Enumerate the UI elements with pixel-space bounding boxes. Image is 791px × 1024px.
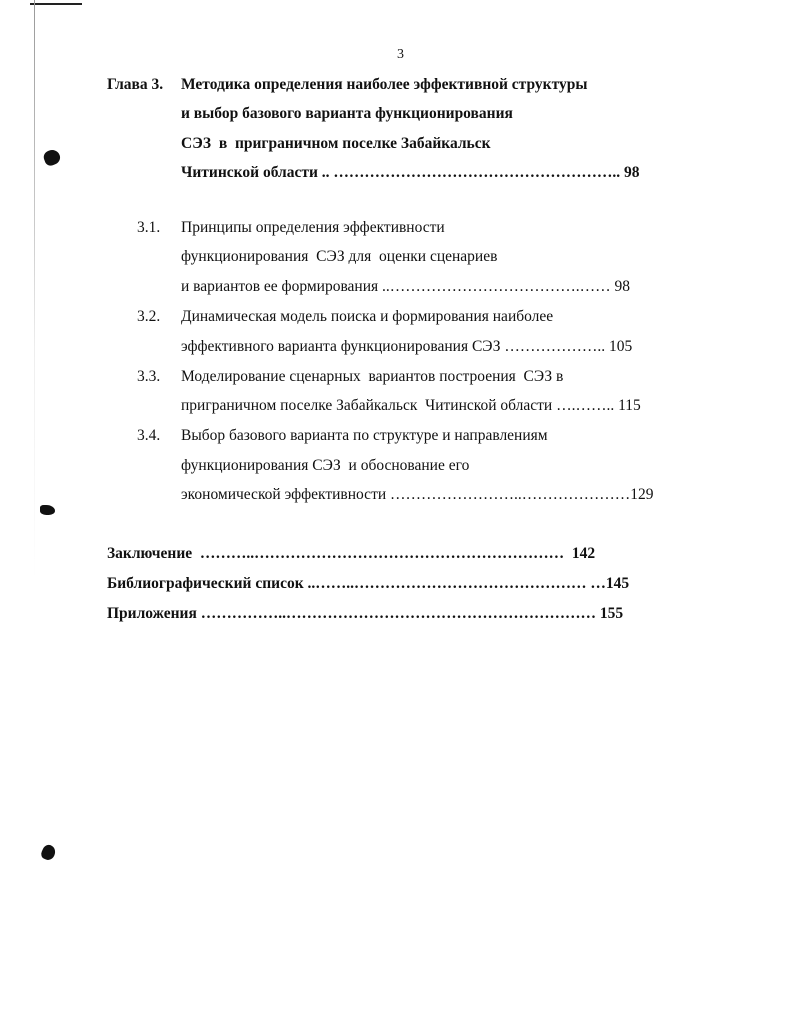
section-line: и вариантов ее формирования ..……………………………….…… 98 bbox=[181, 278, 631, 295]
section-line: Моделирование сценарных вариантов построения СЭЗ в bbox=[181, 368, 564, 385]
chapter-title-line: и выбор базового варианта функционирования bbox=[181, 105, 513, 122]
page-number: 3 bbox=[397, 47, 404, 62]
section-line: Выбор базового варианта по структуре и направлениям bbox=[181, 427, 548, 444]
scan-edge-top bbox=[30, 3, 82, 5]
section-line: Динамическая модель поиска и формирования наиболее bbox=[181, 308, 554, 325]
chapter-title-line: Читинской области .. ……………………………………………….. 98 bbox=[181, 164, 640, 181]
scan-edge-left bbox=[34, 0, 35, 580]
section-line: экономической эффективности ……………………..…………………129 bbox=[181, 486, 654, 503]
section-line: Принципы определения эффективности bbox=[181, 219, 445, 236]
section-number: 3.1. bbox=[137, 219, 161, 236]
ink-blot bbox=[40, 505, 55, 515]
chapter-title-line: Методика определения наиболее эффективной структуры bbox=[181, 76, 588, 93]
section-line: приграничном поселке Забайкальск Читинской области ….…….. 115 bbox=[181, 397, 641, 414]
ink-blot bbox=[42, 148, 62, 168]
chapter-title-line: СЭЗ в приграничном поселке Забайкальск bbox=[181, 135, 491, 152]
section-number: 3.4. bbox=[137, 427, 161, 444]
chapter-label: Глава 3. bbox=[107, 76, 164, 93]
section-line: функционирования СЭЗ и обоснование его bbox=[181, 457, 470, 474]
section-line: функционирования СЭЗ для оценки сценариев bbox=[181, 248, 498, 265]
toc-bibliography: Библиографический список ..……..……………………………………… …145 bbox=[107, 575, 630, 592]
ink-blot bbox=[39, 843, 57, 862]
toc-appendices: Приложения ……………..…………………………………………………… 155 bbox=[107, 605, 624, 622]
section-line: эффективного варианта функционирования СЭЗ ……………….. 105 bbox=[181, 338, 633, 355]
section-number: 3.2. bbox=[137, 308, 161, 325]
section-number: 3.3. bbox=[137, 368, 161, 385]
toc-conclusion: Заключение ………..…………………………………………………… 142 bbox=[107, 545, 596, 562]
